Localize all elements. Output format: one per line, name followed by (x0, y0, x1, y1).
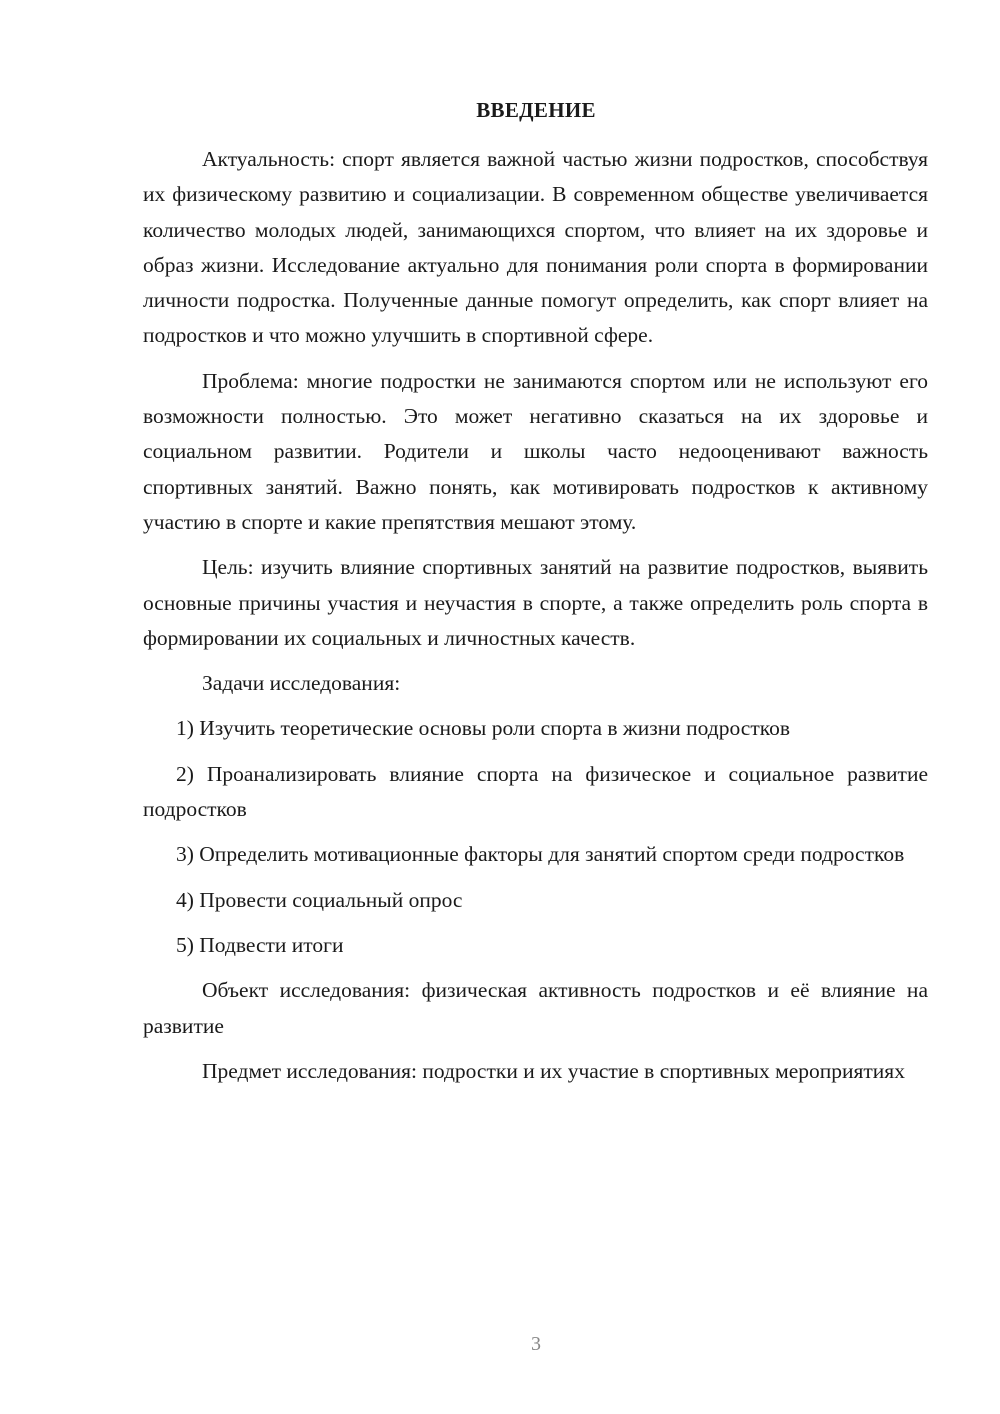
task-item-1: 1) Изучить теоретические основы роли спорта в жизни подростков (176, 716, 790, 741)
task-item-5: 5) Подвести итоги (176, 932, 344, 957)
document-body (143, 142, 928, 1089)
task-item-2: 2) Проанализировать влияние спорта на физическое и социальное развитие подростков (143, 761, 928, 822)
paragraph-subject: Предмет исследования: подростки и их участие в спортивных мероприятиях (202, 1058, 905, 1083)
task-item-3: 3) Определить мотивационные факторы для занятий спортом среди подростков (176, 842, 905, 867)
paragraph-object: Объект исследования: физическая активность подростков и её влияние на развитие (143, 978, 928, 1038)
paragraph-goal: Цель: изучить влияние спортивных занятий на развитие подростков, выявить основные причины участия и неучастия в спорте, а также определить роль спорта в формировании их социальных и личностных качеств. (143, 555, 928, 650)
paragraph-tasks-heading: Задачи исследования: (202, 671, 401, 696)
task-item-4: 4) Провести социальный опрос (176, 887, 463, 912)
page-number: 3 (531, 1333, 541, 1355)
paragraph-relevance: Актуальность: спорт является важной частью жизни подростков, способствуя их физическому развитию и социализации. В современном обществе увеличивается количество молодых людей, занимающихся спортом, что влияет на их здоровье и образ жизни. Исследование актуально для понимания роли спорта в формировании личности подростка. Полученные данные помогут определить, как спорт влияет на подростков и что можно улучшить в спортивной сфере. (143, 147, 928, 348)
paragraph-problem: Проблема: многие подростки не занимаются спортом или не используют его возможности полностью. Это может негативно сказаться на их здоровье и социальном развитии. Родители и школы часто недооценивают важность спортивных занятий. Важно понять, как мотивировать подростков к активному участию в спорте и какие препятствия мешают этому. (143, 368, 928, 534)
page-title: ВВЕДЕНИЕ (476, 98, 596, 122)
